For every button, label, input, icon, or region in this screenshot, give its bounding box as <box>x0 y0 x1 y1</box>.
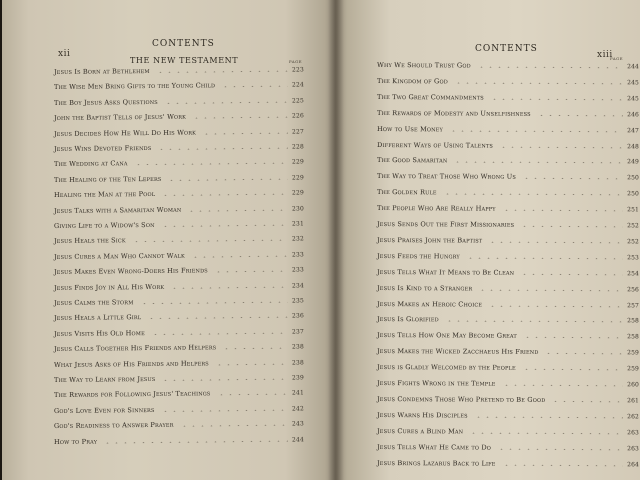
toc-entry-page: 259 <box>627 365 640 373</box>
toc-entry <box>54 215 304 230</box>
dot-leader <box>466 257 623 259</box>
dot-leader <box>544 353 623 354</box>
toc-entry-title: The Rewards of Modesty and Unselfishness <box>377 108 531 118</box>
toc-entry <box>54 416 304 431</box>
toc-entry-page: 246 <box>627 110 640 119</box>
dot-leader <box>215 363 288 365</box>
toc-entry-title: Jesus Feeds the Hungry <box>377 251 460 261</box>
toc-entry <box>54 246 304 261</box>
toc-entry <box>377 296 639 309</box>
toc-entry <box>377 57 639 70</box>
toc-entry-page: 254 <box>627 269 640 278</box>
toc-entry <box>54 308 304 323</box>
dot-leader <box>520 226 623 228</box>
toc-entry <box>377 121 639 134</box>
dot-leader <box>488 241 623 243</box>
dot-leader <box>161 225 288 227</box>
left-page <box>2 0 335 480</box>
toc-entry-page: 260 <box>627 381 640 389</box>
toc-entry-title: Jesus Calls Together His Friends and Helpers <box>53 343 217 354</box>
left-page-number: xii <box>58 49 71 59</box>
dot-leader <box>156 71 288 73</box>
toc-entry <box>54 138 304 153</box>
dot-leader <box>478 289 623 291</box>
dot-leader <box>443 194 623 196</box>
dot-leader <box>191 255 288 257</box>
toc-entry-title: Jesus Brings Lazarus Back to Life <box>377 458 496 468</box>
toc-entry <box>377 343 639 356</box>
toc-entry <box>377 439 639 452</box>
toc-entry-page: 261 <box>627 397 640 405</box>
toc-entry <box>54 108 304 123</box>
toc-entry-title: Jesus Cures a Blind Man <box>377 426 464 436</box>
dot-leader <box>522 178 623 180</box>
right-page-column-label: PAGE <box>610 56 623 61</box>
toc-entry-page: 249 <box>627 158 640 166</box>
toc-entry-page: 241 <box>292 389 304 397</box>
toc-entry-title: The People Who Are Really Happy <box>377 204 496 213</box>
toc-entry <box>54 200 304 215</box>
toc-entry-page: 262 <box>627 413 640 421</box>
dot-leader <box>161 194 288 196</box>
toc-entry-page: 259 <box>627 349 640 357</box>
left-contents-heading: CONTENTS <box>152 39 215 49</box>
toc-entry-page: 257 <box>627 301 640 309</box>
toc-entry-title: John the Baptist Tells of Jesus' Work <box>53 112 187 123</box>
toc-entry-page: 250 <box>627 174 640 182</box>
toc-entry <box>54 354 304 369</box>
toc-entry-title: Jesus Praises John the Baptist <box>377 235 483 245</box>
toc-entry <box>377 184 639 197</box>
toc-entry-title: The Good Samaritan <box>377 156 448 165</box>
toc-entry-page: 245 <box>627 95 640 103</box>
toc-entry-title: The Wedding at Cana <box>53 159 128 169</box>
dot-leader <box>537 115 623 116</box>
toc-entry <box>54 339 304 354</box>
toc-entry <box>54 400 304 415</box>
toc-entry-page: 235 <box>292 297 304 305</box>
dot-leader <box>469 432 623 434</box>
toc-entry-page: 243 <box>292 420 304 428</box>
right-page <box>335 0 640 480</box>
toc-entry <box>54 185 304 200</box>
toc-entry-title: How to Pray <box>53 437 98 446</box>
toc-entry-title: Jesus Heals the Sick <box>53 236 126 246</box>
toc-entry <box>54 262 304 277</box>
toc-entry-page: 239 <box>292 374 304 382</box>
toc-entry <box>54 277 304 292</box>
toc-entry <box>54 431 304 446</box>
toc-entry <box>377 232 639 245</box>
toc-entry-title: The Wise Men Bring Gifts to the Young Child <box>53 81 216 92</box>
dot-leader <box>551 401 623 402</box>
toc-entry-title: The Healing of the Ten Lepers <box>53 174 162 184</box>
toc-entry <box>54 323 304 338</box>
toc-entry-title: The Kingdom of God <box>377 76 448 86</box>
toc-entry <box>377 216 639 229</box>
toc-entry-page: 238 <box>292 343 304 351</box>
dot-leader <box>502 210 623 212</box>
toc-entry <box>54 123 304 138</box>
dot-leader <box>164 101 288 103</box>
dot-leader <box>161 409 289 411</box>
toc-entry <box>377 264 639 277</box>
toc-entry-title: Jesus Sends Out the First Missionaries <box>377 220 515 229</box>
toc-entry-page: 237 <box>292 328 304 336</box>
dot-leader <box>502 385 624 387</box>
toc-entry-title: The Rewards for Following Jesus' Teachings <box>53 389 211 400</box>
toc-entry-title: Jesus Finds Joy in All His Work <box>53 282 165 292</box>
dot-leader <box>202 132 288 134</box>
toc-entry <box>377 137 639 150</box>
toc-entry <box>377 359 639 372</box>
toc-entry <box>377 89 639 102</box>
toc-entry-page: 225 <box>292 97 304 105</box>
toc-entry-page: 245 <box>627 79 640 87</box>
toc-entry-title: Jesus Makes an Heroic Choice <box>377 299 483 309</box>
toc-entry-page: 233 <box>292 266 304 274</box>
toc-entry-title: Jesus Fights Wrong in the Temple <box>377 379 496 388</box>
dot-leader <box>103 440 288 443</box>
toc-entry-title: Jesus Heals a Little Girl <box>53 313 142 323</box>
dot-leader <box>157 148 288 150</box>
toc-entry <box>377 423 639 436</box>
toc-entry-title: Jesus Decides How He Will Do His Work <box>53 128 197 138</box>
toc-entry-title: Jesus Makes the Wicked Zacchaeus His Friend <box>377 347 539 357</box>
toc-entry-page: 229 <box>292 158 304 166</box>
toc-entry-title: The Two Great Commandments <box>377 92 484 102</box>
toc-entry-title: Jesus Makes Even Wrong-Doers His Friends <box>53 266 208 277</box>
toc-entry-page: 247 <box>627 126 640 134</box>
toc-entry <box>54 61 304 76</box>
toc-entry-title: Jesus Is Kind to a Stranger <box>377 283 473 293</box>
dot-leader <box>477 67 623 69</box>
toc-entry-page: 229 <box>292 189 304 197</box>
toc-entry-page: 263 <box>627 444 640 452</box>
toc-entry-title: Jesus Tells How One May Become Great <box>377 331 517 341</box>
dot-leader <box>522 369 623 371</box>
toc-entry <box>377 407 639 420</box>
toc-entry-title: The Golden Rule <box>377 188 437 197</box>
toc-entry-title: The Way to Learn from Jesus <box>53 374 156 384</box>
toc-entry-title: Healing the Man at the Pool <box>53 190 156 200</box>
toc-entry <box>377 248 639 261</box>
toc-entry-title: Jesus Tells What He Came to Do <box>377 442 492 452</box>
book-gutter <box>328 0 344 480</box>
toc-entry-page: 224 <box>292 81 304 89</box>
toc-entry-page: 223 <box>292 66 304 74</box>
toc-entry <box>54 169 304 184</box>
toc-entry-page: 242 <box>292 405 304 413</box>
dot-leader <box>499 146 623 148</box>
right-contents-heading: CONTENTS <box>475 44 538 54</box>
toc-entry <box>54 385 304 400</box>
toc-entry-page: 252 <box>627 238 640 246</box>
dot-leader <box>453 162 623 164</box>
toc-entry-title: Jesus Tells What It Means to Be Clean <box>377 267 515 277</box>
toc-entry-title: Jesus Wins Devoted Friends <box>53 143 152 153</box>
toc-entry <box>54 231 304 246</box>
toc-entry-page: 244 <box>292 435 304 444</box>
toc-entry-title: God's Readiness to Answer Prayer <box>53 420 174 431</box>
dot-leader <box>502 464 624 466</box>
toc-entry-page: 232 <box>292 235 304 243</box>
toc-entry <box>54 154 304 169</box>
toc-entry-page: 253 <box>627 254 640 262</box>
toc-entry-page: 264 <box>627 460 640 468</box>
toc-entry <box>377 455 639 468</box>
dot-leader <box>192 117 288 119</box>
left-page-column-label: PAGE <box>289 59 302 64</box>
dot-leader <box>170 286 288 288</box>
toc-entry-page: 244 <box>627 63 640 71</box>
toc-entry <box>377 105 639 118</box>
open-book <box>2 0 640 480</box>
dot-leader <box>454 82 623 84</box>
toc-entry-page: 248 <box>627 142 640 150</box>
toc-entry-title: Jesus Talks with a Samaritan Woman <box>53 205 182 215</box>
dot-leader <box>221 86 288 88</box>
toc-entry <box>54 77 304 92</box>
toc-entry <box>377 200 639 213</box>
right-page-number: xiii <box>597 50 613 60</box>
dot-leader <box>151 332 288 334</box>
toc-entry-title: What Jesus Asks of His Friends and Helpers <box>53 358 209 369</box>
toc-entry-page: 231 <box>292 220 304 228</box>
toc-entry-title: Jesus Condemns Those Who Pretend to Be Good <box>377 394 546 404</box>
toc-entry <box>377 73 639 86</box>
toc-entry-title: Giving Life to a Widow's Son <box>53 220 155 230</box>
toc-entry-title: The Way to Treat Those Who Wrong Us <box>377 172 516 182</box>
dot-leader <box>490 98 623 100</box>
toc-entry-title: How to Use Money <box>377 124 443 133</box>
dot-leader <box>180 425 288 427</box>
dot-leader <box>216 394 288 396</box>
dot-leader <box>488 305 623 307</box>
dot-leader <box>147 317 288 319</box>
toc-entry-title: Jesus Is Glorified <box>377 315 439 324</box>
toc-entry <box>377 280 639 293</box>
section-title: THE NEW TESTAMENT <box>130 56 239 65</box>
toc-entry-title: Jesus is Gladly Welcomed by the People <box>377 363 516 372</box>
dot-leader <box>474 416 623 418</box>
dot-leader <box>161 379 288 381</box>
toc-entry-page: 258 <box>627 317 640 325</box>
toc-entry <box>377 152 639 165</box>
toc-entry-page: 252 <box>627 222 640 230</box>
toc-entry-page: 250 <box>627 190 640 198</box>
toc-entry-page: 251 <box>627 206 640 214</box>
toc-entry <box>377 391 639 404</box>
toc-entry-title: Jesus Warns His Disciples <box>377 410 468 420</box>
dot-leader <box>222 348 288 350</box>
toc-entry <box>54 92 304 107</box>
toc-entry-page: 238 <box>292 358 304 367</box>
toc-entry-title: God's Love Even for Sinners <box>53 405 155 415</box>
toc-entry-page: 263 <box>627 428 640 437</box>
toc-entry-title: Jesus Is Born at Bethlehem <box>53 66 150 76</box>
dot-leader <box>132 240 288 243</box>
dot-leader <box>214 271 288 273</box>
toc-entry-title: Jesus Cures a Man Who Cannot Walk <box>53 251 185 261</box>
toc-entry-page: 236 <box>292 312 304 320</box>
toc-entry <box>54 369 304 384</box>
dot-leader <box>134 163 288 166</box>
toc-entry-title: Jesus Calms the Storm <box>53 298 134 307</box>
toc-entry-title: Why We Should Trust God <box>377 61 471 70</box>
toc-entry-title: The Boy Jesus Asks Questions <box>53 97 158 107</box>
toc-entry-page: 233 <box>292 251 304 259</box>
toc-entry <box>377 168 639 181</box>
dot-leader <box>167 178 288 180</box>
dot-leader <box>497 448 623 450</box>
dot-leader <box>449 130 623 132</box>
toc-entry-page: 234 <box>292 281 304 290</box>
toc-entry-page: 227 <box>292 127 304 136</box>
toc-entry-page: 258 <box>627 333 640 341</box>
toc-entry-page: 229 <box>292 174 304 182</box>
toc-entry <box>377 375 639 388</box>
dot-leader <box>139 302 288 305</box>
toc-entry-title: Different Ways of Using Talents <box>377 140 493 150</box>
dot-leader <box>445 321 623 323</box>
toc-entry-page: 256 <box>627 285 640 293</box>
toc-entry-page: 226 <box>292 112 304 120</box>
toc-entry-page: 230 <box>292 204 304 213</box>
toc-entry-page: 228 <box>292 143 304 151</box>
dot-leader <box>520 273 623 275</box>
dot-leader <box>523 337 623 339</box>
dot-leader <box>187 209 288 211</box>
toc-entry <box>377 311 639 324</box>
toc-entry <box>54 292 304 307</box>
toc-entry <box>377 327 639 340</box>
toc-entry-title: Jesus Visits His Old Home <box>53 328 145 338</box>
